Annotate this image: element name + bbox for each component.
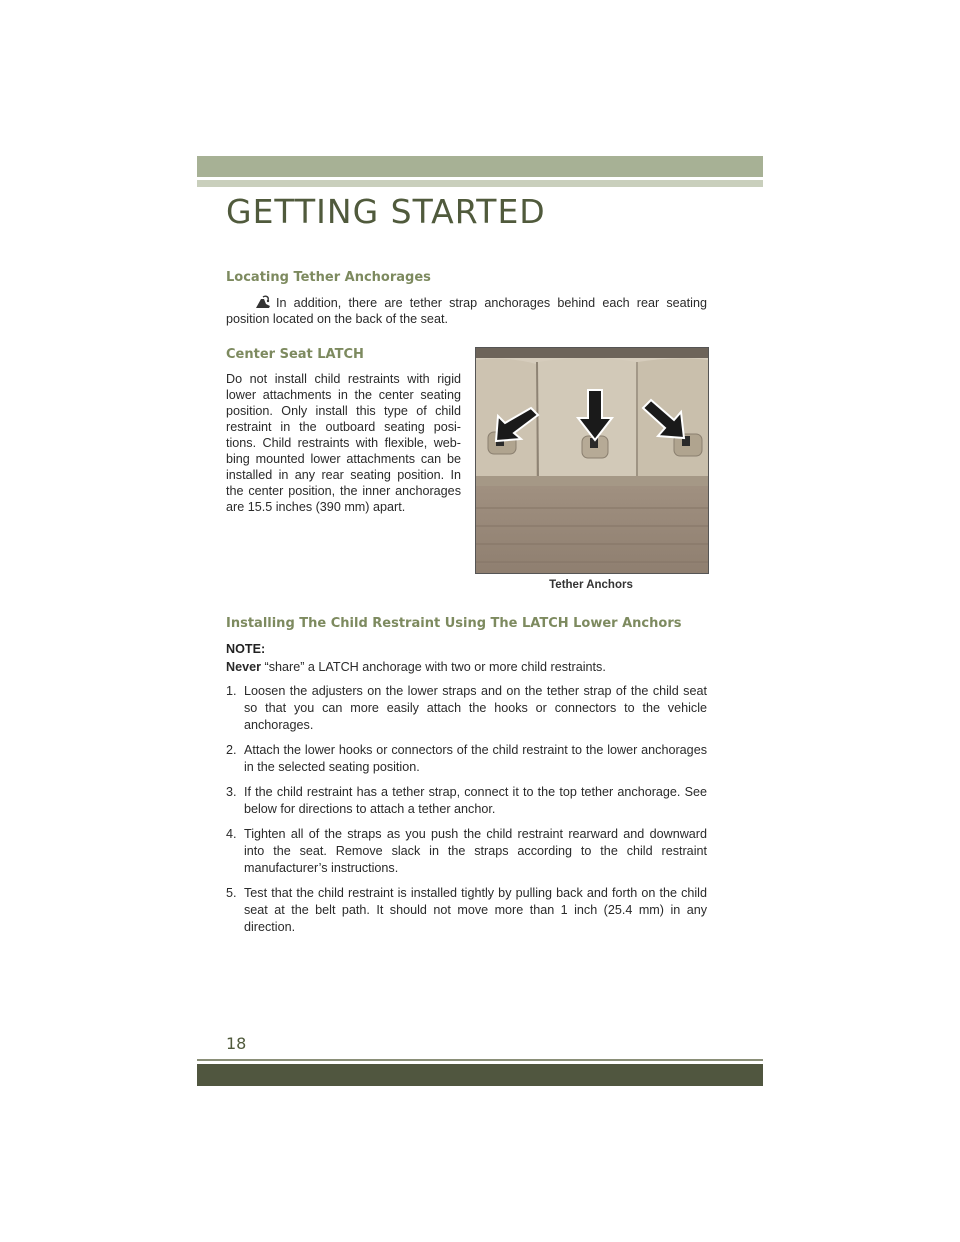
note-label: NOTE: xyxy=(226,642,266,656)
center-seat-paragraph: Do not install child restraints with rigid lower attachments in the center seating position. Only install this type of child restraint in the outboard seating posi-tions. Child restraints with flexible, web-bing mounted lower attachments can be installed in any rear seating position. In the center position, the inner anchorages are 15.5 inches (390 mm) apart. xyxy=(226,372,461,514)
header-bar xyxy=(197,156,763,177)
step-text: If the child restraint has a tether strap, connect it to the top tether anchorage. See below for directions to attach a tether anchor. xyxy=(244,785,707,816)
never-word: Never xyxy=(226,660,262,674)
tether-heading: Locating Tether Anchorages xyxy=(226,270,431,285)
step-item xyxy=(226,742,707,776)
tether-text: In addition, there are tether strap anchorages behind each rear seating position located on the back of the seat. xyxy=(226,296,707,326)
step-number: 1. xyxy=(226,684,237,698)
tether-paragraph xyxy=(226,295,707,327)
tether-anchor-icon xyxy=(254,295,272,310)
step-number: 5. xyxy=(226,886,237,900)
step-text: Tighten all of the straps as you push the child restraint rearward and downward into the seat. Remove slack in the straps according to the child restraint manufacturer’s instructions. xyxy=(244,827,707,875)
step-number: 3. xyxy=(226,785,237,799)
step-item xyxy=(226,683,707,734)
installing-heading: Installing The Child Restraint Using The LATCH Lower Anchors xyxy=(226,616,682,631)
figure-caption: Tether Anchors xyxy=(549,579,633,591)
step-item xyxy=(226,826,707,877)
step-number: 4. xyxy=(226,827,237,841)
step-text: Loosen the adjusters on the lower straps and on the tether strap of the child seat so that you can more easily attach the hooks or connectors to the vehicle anchorages. xyxy=(244,684,707,732)
header-divider xyxy=(197,180,763,187)
note-text xyxy=(226,659,606,675)
never-text: “share” a LATCH anchorage with two or more child restraints. xyxy=(261,660,606,674)
install-steps-list xyxy=(226,683,707,944)
step-item xyxy=(226,784,707,818)
step-text: Test that the child restraint is installed tightly by pulling back and forth on the child seat at the belt path. It should not move more than 1 inch (25.4 mm) in any direction. xyxy=(244,886,707,934)
step-item xyxy=(226,885,707,936)
step-number: 2. xyxy=(226,743,237,757)
step-text: Attach the lower hooks or connectors of the child restraint to the lower anchorages in the selected seating position. xyxy=(244,743,707,774)
footer-bar xyxy=(197,1064,763,1086)
center-seat-heading: Center Seat LATCH xyxy=(226,347,364,362)
tether-anchors-photo xyxy=(475,347,709,574)
footer-divider xyxy=(197,1059,763,1061)
section-title: GETTING STARTED xyxy=(226,192,546,231)
page-number: 18 xyxy=(226,1034,247,1053)
